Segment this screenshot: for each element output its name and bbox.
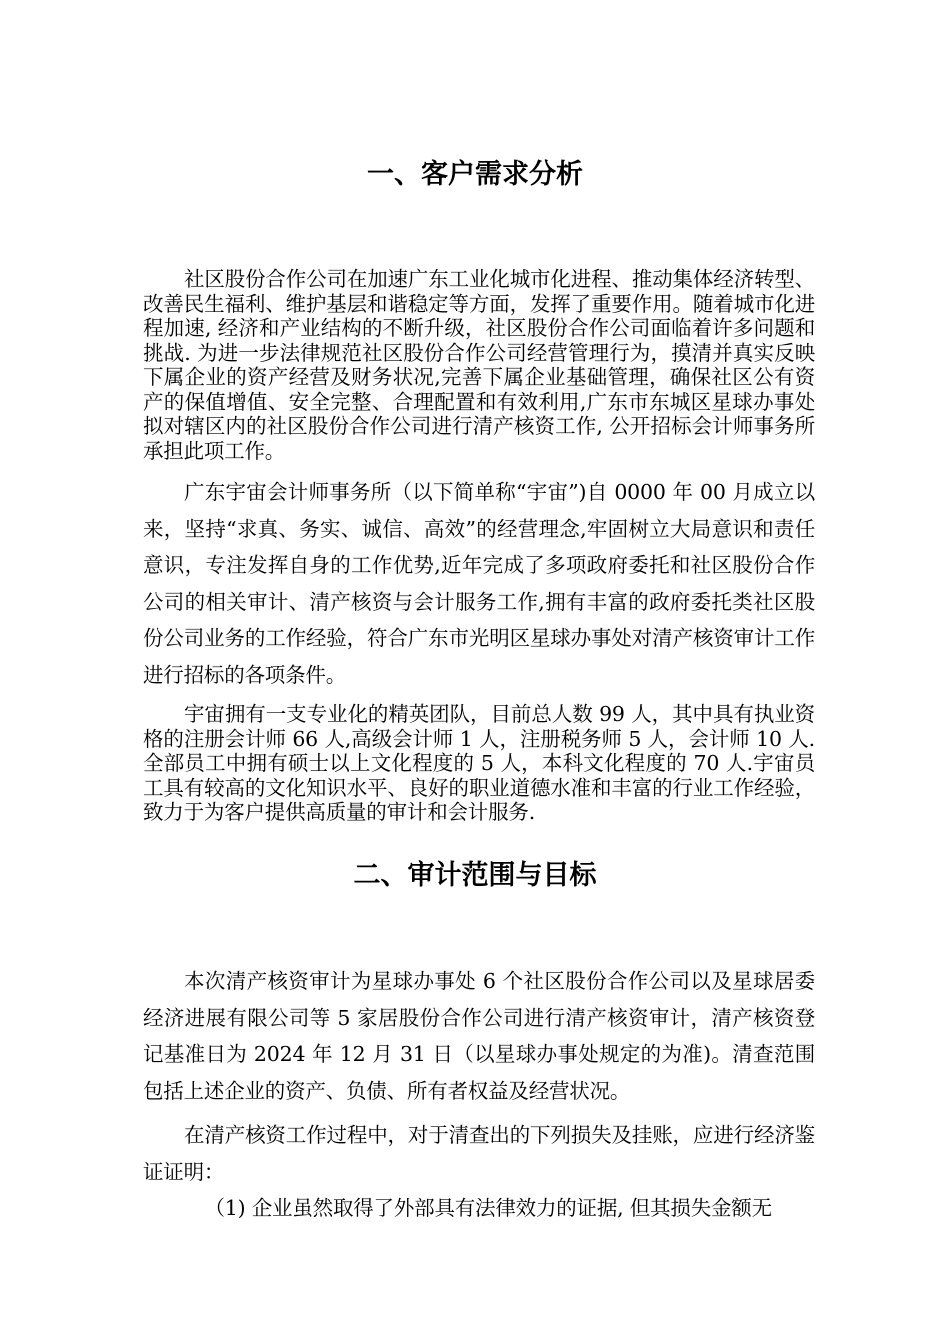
section-heading-customer-needs: 一、客户需求分析	[367, 159, 583, 190]
paragraph-firm-introduction: 广东宇宙会计师事务所（以下简单称“宇宙”)自 0000 年 00 月成立以来，坚持“求真、务实、诚信、高效”的经营理念,牢固树立大局意识和责任意识，专注发挥自身的工作优势,近年完成了多项政府委托和社区股份合作公司的相关审计、清产核资与会计服务工作,拥有丰富的政府委托类社区股份公司业务的工作经验，符合广东市光明区星球办事处对清产核资审计工作进行招标的各项条件。	[143, 480, 815, 687]
paragraph-team-introduction: 宇宙拥有一支专业化的精英团队，目前总人数 99 人，其中具有执业资格的注册会计师 66 人,高级会计师 1 人，注册税务师 5 人，会计师 10 人.全部员工中拥有硕士以上文化程度的 5 人，本科文化程度的 70 人.宇宙员工具有较高的文化知识水平、良好的职业道德水准和丰富的行业工作经验，致力于为客户提供高质量的审计和会计服务.	[143, 702, 815, 824]
paragraph-audit-scope: 本次清产核资审计为星球办事处 6 个社区股份合作公司以及星球居委经济进展有限公司等 5 家居股份合作公司进行清产核资审计，清产核资登记基准日为 2024 年 12 月 31 日（以星球办事处规定的为准)。清查范围包括上述企业的资产、负债、所有者权益及经营状况。	[143, 969, 815, 1103]
list-item-1: （1) 企业虽然取得了外部具有法律效力的证据, 但其损失金额无	[204, 1196, 772, 1220]
paragraph-company-background: 社区股份合作公司在加速广东工业化城市化进程、推动集体经济转型、改善民生福利、维护基层和谐稳定等方面，发挥了重要作用。随着城市化进程加速, 经济和产业结构的不断升级，社区股份合作公司面临着许多问题和挑战. 为进一步法律规范社区股份合作公司经营管理行为，摸清并真实反映下属企业的资产经营及财务状况,完善下属企业基础管理，确保社区公有资产的保值增值、安全完整、合理配置和有效利用,广东市东城区星球办事处拟对辖区内的社区股份合作公司进行清产核资工作, 公开招标会计师事务所承担此项工作。	[143, 267, 815, 463]
paragraph-audit-process: 在清产核资工作过程中，对于清查出的下列损失及挂账，应进行经济鉴证证明：	[143, 1123, 815, 1184]
section-heading-audit-scope: 二、审计范围与目标	[353, 860, 597, 891]
